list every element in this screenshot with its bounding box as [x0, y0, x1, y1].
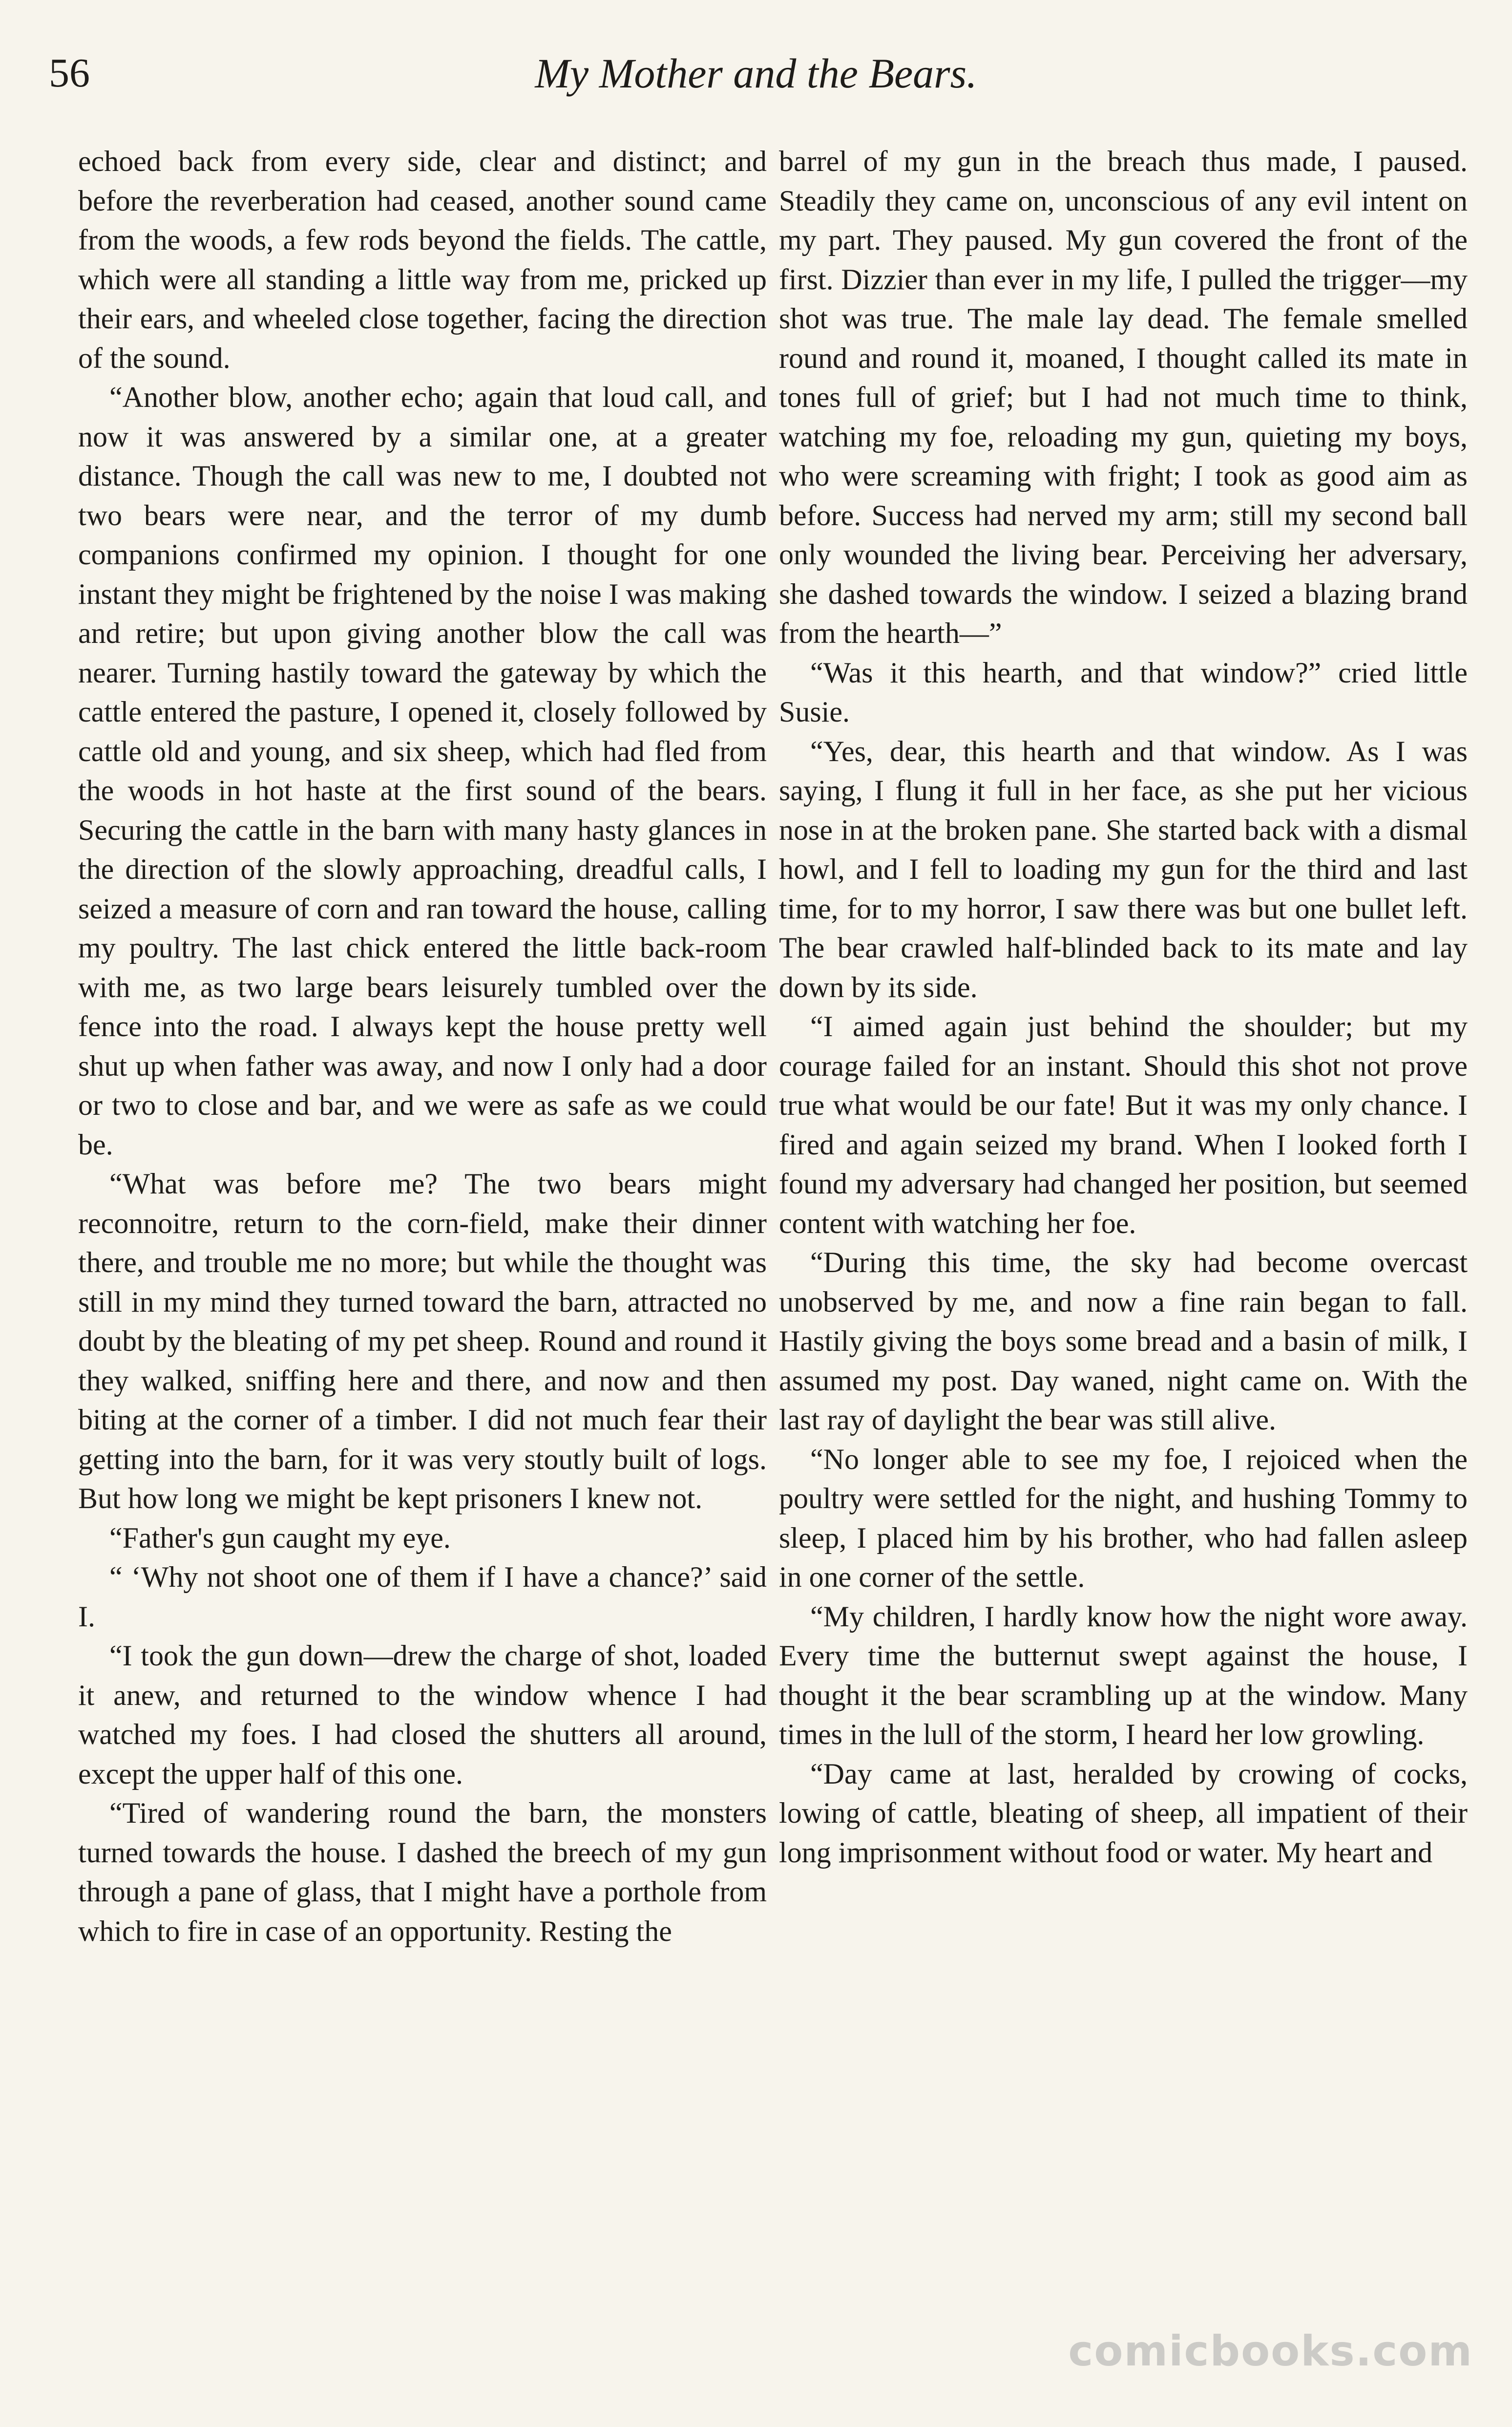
paragraph: barrel of my gun in the breach thus made, I paused. Steadily they came on, unconscious of any evil intent on my part. They paused. My gun covered the front of the first. Dizzier than ever in my life, I pulled the trigger—my shot was true. The male lay dead. The female smelled round and round it, moaned, I thought called its mate in tones full of grief; but I had not much time to think, watching my foe, reloading my gun, quieting my boys, who were screaming with fright; I took as good aim as before. Success had nerved my arm; still my second ball only wounded the living bear. Perceiving her adversary, she dashed towards the window. I seized a blazing brand from the hearth—” [779, 145, 1468, 649]
paragraph: “No longer able to see my foe, I rejoiced when the poultry were settled for the night, and hushing Tommy to sleep, I placed him by his brother, who had fallen asleep in one corner of the settle. [779, 1443, 1468, 1593]
left-text-column [78, 142, 767, 1951]
paragraph: “Tired of wandering round the barn, the monsters turned towards the house. I dashed the breech of my gun through a pane of glass, that I might have a porthole from which to fire in case of an opportunity. Resting the [78, 1797, 767, 1947]
paragraph: “Yes, dear, this hearth and that window. As I was saying, I flung it full in her face, as she put her vicious nose in at the broken pane. She started back with a dismal howl, and I fell to loading my gun for the third and last time, for to my horror, I saw there was but one bullet left. The bear crawled half-blinded back to its mate and lay down by its side. [779, 735, 1468, 1003]
paragraph: “Was it this hearth, and that window?” cried little Susie. [779, 656, 1468, 728]
paragraph: “ ‘Why not shoot one of them if I have a chance?’ said I. [78, 1561, 767, 1633]
paragraph: “I aimed again just behind the shoulder; but my courage failed for an instant. Should this shot not prove true what would be our fate! But it was my only chance. I fired and again seized my brand. When I looked forth I found my adversary had changed her position, but seemed content with watching her foe. [779, 1010, 1468, 1239]
paragraph: “Another blow, another echo; again that loud call, and now it was answered by a similar one, at a greater distance. Though the call was new to me, I doubted not two bears were near, and the terror of my dumb companions confirmed my opinion. I thought for one instant they might be frightened by the noise I was making and retire; but upon giving another blow the call was nearer. Turning hastily toward the gateway by which the cattle entered the pasture, I opened it, closely followed by cattle old and young, and six sheep, which had fled from the woods in hot haste at the first sound of the bears. Securing the cattle in the barn with many hasty glances in the direction of the slowly approaching, dreadful calls, I seized a measure of corn and ran toward the house, calling my poultry. The last chick entered the little back-room with me, as two large bears leisurely tumbled over the fence into the road. I always kept the house pretty well shut up when father was away, and now I only had a door or two to close and bar, and we were as safe as we could be. [78, 381, 767, 1161]
page-header [0, 0, 1512, 156]
paragraph: “What was before me? The two bears might reconnoitre, return to the corn-field, make their dinner there, and trouble me no more; but while the thought was still in my mind they turned toward the barn, attracted no doubt by the bleating of my pet sheep. Round and round it they walked, sniffing here and there, and now and then biting at the corner of a timber. I did not much fear their getting into the barn, for it was very stoutly built of logs. But how long we might be kept prisoners I knew not. [78, 1168, 767, 1514]
paragraph: “My children, I hardly know how the night wore away. Every time the butternut swept against the house, I thought it the bear scrambling up at the window. Many times in the lull of the storm, I heard her low growling. [779, 1600, 1468, 1750]
page-number: 56 [49, 50, 90, 96]
paragraph: “I took the gun down—drew the charge of shot, loaded it anew, and returned to the window whence I had watched my foes. I had closed the shutters all around, except the upper half of this one. [78, 1639, 767, 1790]
running-title: My Mother and the Bears. [535, 50, 977, 97]
paragraph: echoed back from every side, clear and distinct; and before the reverberation had ceased, another sound came from the woods, a few rods beyond the fields. The cattle, which were all standing a little way from me, pricked up their ears, and wheeled close together, facing the direction of the sound. [78, 145, 767, 374]
right-text-column [779, 142, 1468, 1872]
paragraph: “During this time, the sky had become overcast unobserved by me, and now a fine rain began to fall. Hastily giving the boys some bread and a basin of milk, I assumed my post. Day waned, night came on. With the last ray of daylight the bear was still alive. [779, 1246, 1468, 1436]
watermark: comicbooks.com [1068, 2327, 1473, 2376]
paragraph: “Day came at last, heralded by crowing of cocks, lowing of cattle, bleating of sheep, all impatient of their long imprisonment without food or water. My heart and [779, 1757, 1468, 1869]
paragraph: “Father's gun caught my eye. [109, 1521, 451, 1554]
